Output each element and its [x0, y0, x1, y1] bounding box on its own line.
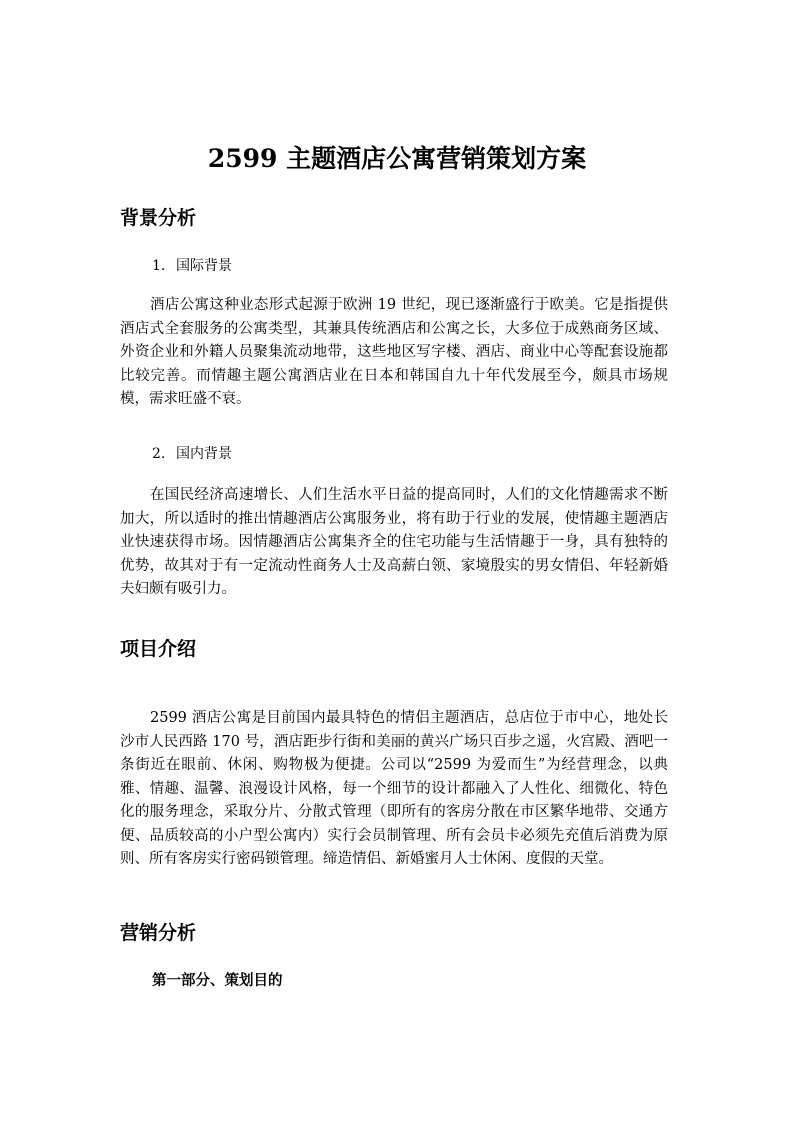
- subsection-domestic: [152, 443, 232, 465]
- subsection-number: 1.: [152, 258, 166, 274]
- paragraph-international-background: 酒店公寓这种业态形式起源于欧洲 19 世纪，现已逐渐盛行于欧美。它是指提供酒店式全套服务的公寓类型，其兼具传统酒店和公寓之长，大多位于成熟商务区域、外资企业和外籍人员聚集流动地带，这些地区写字楼、酒店、商业中心等配套设施都比较完善。而情趣主题公寓酒店业在日本和韩国自九十年代发展至今，颇具市场规模，需求旺盛不衰。: [120, 297, 668, 407]
- part-heading-planning-purpose: 第一部分、策划目的: [152, 972, 283, 989]
- subsection-label: 国内背景: [176, 446, 232, 462]
- subsection-number: 2.: [152, 446, 166, 462]
- subsection-international: [152, 255, 232, 277]
- section-heading-project: 项目介绍: [120, 638, 197, 660]
- paragraph-project-intro: 2599 酒店公寓是目前国内最具特色的情侣主题酒店，总店位于市中心，地处长沙市人民西路 170 号，酒店距步行街和美丽的黄兴广场只百步之遥，火宫殿、酒吧一条街近在眼前、休闲、购物极为便捷。公司以“2599 为爱而生”为经营理念，以典雅、情趣、温馨、浪漫设计风格，每一个细节的设计都融入了人性化、细微化、特色化的服务理念，采取分片、分散式管理（即所有的客房分散在市区繁华地带、交通方便、品质较高的小户型公寓内）实行会员制管理、所有会员卡必须先充值后消费为原则、所有客房实行密码锁管理。缔造情侣、新婚蜜月人士休闲、度假的天堂。: [120, 710, 668, 867]
- section-heading-marketing: 营销分析: [120, 922, 197, 944]
- subsection-label: 国际背景: [176, 258, 232, 274]
- section-heading-background: 背景分析: [120, 207, 197, 229]
- document-title: 2599 主题酒店公寓营销策划方案: [207, 144, 587, 173]
- paragraph-domestic-background: 在国民经济高速增长、人们生活水平日益的提高同时，人们的文化情趣需求不断加大，所以适时的推出情趣酒店公寓服务业，将有助于行业的发展，使情趣主题酒店业快速获得市场。因情趣酒店公寓集齐全的住宅功能与生活情趣于一身，具有独特的优势，故其对于有一定流动性商务人士及高薪白领、家境殷实的男女情侣、年轻新婚夫妇颇有吸引力。: [120, 487, 668, 597]
